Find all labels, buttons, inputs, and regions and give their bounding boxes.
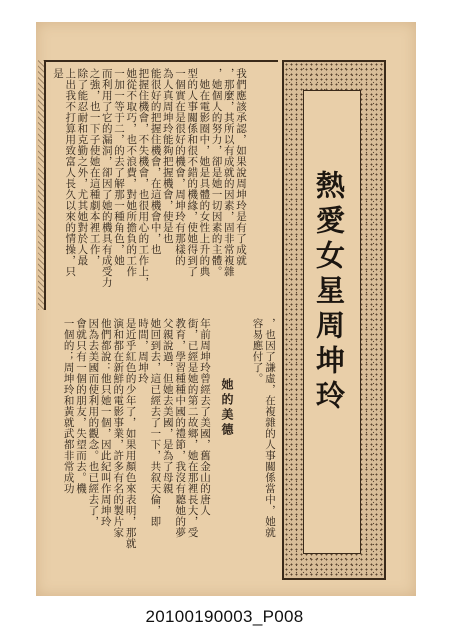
image-caption: 20100190003_P008 bbox=[145, 607, 304, 626]
text-column: 是近乎紅色的少年了，如果用顏色來表明，那就 bbox=[124, 318, 137, 549]
text-column: 除了能忍耐和克勤之外，尤其她對於人最 bbox=[76, 68, 89, 266]
text-column: 演和都在新鮮的電影事業，許多有名的製片家 bbox=[112, 318, 125, 538]
text-column: 把握住機會，不失機會，也很用心的工作上， bbox=[137, 68, 150, 288]
text-column: 她從不取巧，也不浪費，對她所擔負的工作 bbox=[125, 68, 138, 277]
text-column: 一個的；周坤玲和黃就武都非常成功 bbox=[62, 318, 75, 494]
text-column: 因為去美國而使利用的觀念。也已經去了， bbox=[87, 318, 100, 527]
text-column: 容易應付了。 bbox=[251, 318, 264, 384]
text-column: ，她個人的努力，卻是她一切因素的主體。 bbox=[210, 68, 223, 277]
text-column: 她回到去，這已經去了一下，共叙天倫，即 bbox=[149, 318, 162, 527]
text-column: 為人真周坤玲能夠把握機會，使是也 bbox=[161, 68, 174, 244]
text-column: 型的人事關係和很不錯的機緣，使她得到了 bbox=[186, 68, 199, 277]
text-column: 父親說過，但她去美國，是為了母親 bbox=[161, 318, 174, 494]
top-rule bbox=[46, 60, 278, 62]
text-column: 我們應該承認，如果說周坤玲是有了成就 bbox=[235, 68, 247, 266]
text-column: 街，已經是她的第二故鄉，她在那裡長大，受 bbox=[186, 318, 199, 538]
article-title: 熱愛女星周坤玲 bbox=[312, 170, 346, 415]
text-column: 是 bbox=[52, 68, 64, 79]
text-column: 一個實在是很好的機會，周坤玲有那樣的 bbox=[174, 68, 186, 266]
byline: 她的美德 bbox=[220, 378, 234, 438]
text-column: 年前周坤玲曾經去了美國，舊金山的唐人 bbox=[199, 318, 211, 516]
text-column: 一加一等于二，的去了解那一種角色，她 bbox=[113, 68, 125, 266]
text-column: ，也因了謙虛，在複雜的人事關係當中，她就 bbox=[264, 318, 276, 538]
text-column: 上出我不打算用致富人長久以來的情操，只 bbox=[64, 68, 77, 277]
text-column: 時間，周坤玲 bbox=[137, 318, 149, 384]
text-column: 她在電影圈中，她是具體的女性上升的典 bbox=[198, 68, 211, 277]
text-column: 會就只有一個的朋友，失望而去。機 bbox=[75, 318, 87, 494]
text-column: 而利用了它的漏洞，卻因了她的機具有成受力 bbox=[100, 68, 113, 288]
left-rule bbox=[44, 60, 46, 310]
text-column: ，那麼，其所以有成就的因素，固非常複雜 bbox=[222, 68, 235, 277]
text-column: 教育，學習種種中國的禮節，我沒有聽她的夢 bbox=[174, 318, 187, 538]
text-column: 之強，也一下子使她在這種劇本裡工作， bbox=[88, 68, 101, 266]
text-column: 能很好的把握住機會，在這機會中，也 bbox=[149, 68, 162, 255]
text-column: 他們都說：他只她一個，因此紀叫作周坤玲 bbox=[99, 318, 112, 527]
